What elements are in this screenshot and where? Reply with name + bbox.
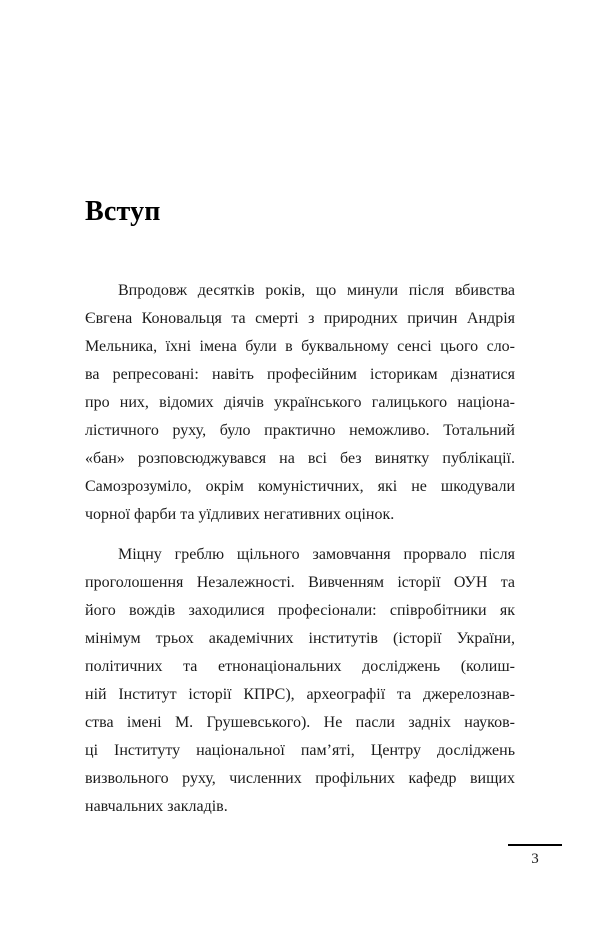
text-line: мінімум трьох академічних інститутів (історії України, [85, 630, 515, 647]
text-line: Самозрозуміло, окрім комуністичних, які не шкодували [85, 478, 515, 495]
text-line: про них, відомих діячів українського галицького націона- [85, 394, 515, 411]
text-line: проголошення Незалежності. Вивченням історії ОУН та [85, 574, 515, 591]
text-line: Євгена Коновальця та смерті з природних причин Андрія [85, 310, 515, 327]
text-line: визвольного руху, численних профільних кафедр вищих [85, 770, 515, 787]
page-footer [508, 844, 562, 868]
text-line: Впродовж десятків років, що минули після вбивства [118, 282, 515, 299]
text-line: чорної фарби та уїдливих негативних оцінок. [85, 506, 395, 523]
text-line: лістичного руху, було практично неможливо. Тотальний [85, 422, 515, 439]
chapter-heading: Вступ [85, 196, 161, 227]
text-line: навчальних закладів. [85, 798, 228, 815]
paragraph [85, 541, 515, 821]
text-line: «бан» розповсюджувався на всі без винятку публікації. [85, 450, 515, 467]
text-line: Міцну греблю щільного замовчання прорвало після [118, 546, 515, 563]
text-line: ці Інституту національної пам’яті, Центру досліджень [85, 742, 515, 759]
text-line: політичних та етнонаціональних досліджень (колиш- [85, 658, 515, 675]
text-line: ва репресовані: навіть професійним історикам дізнатися [85, 366, 515, 383]
text-line: ства імені М. Грушевського). Не пасли задніх науков- [85, 714, 515, 731]
page-number: 3 [531, 851, 539, 867]
text-line: ній Інститут історії КПРС), археографії та джерелознав- [85, 686, 515, 703]
text-line: його вождів заходилися професіонали: співробітники як [85, 602, 515, 619]
text-line: Мельника, їхні імена були в буквальному сенсі цього сло- [85, 338, 515, 355]
paragraph [85, 277, 515, 529]
